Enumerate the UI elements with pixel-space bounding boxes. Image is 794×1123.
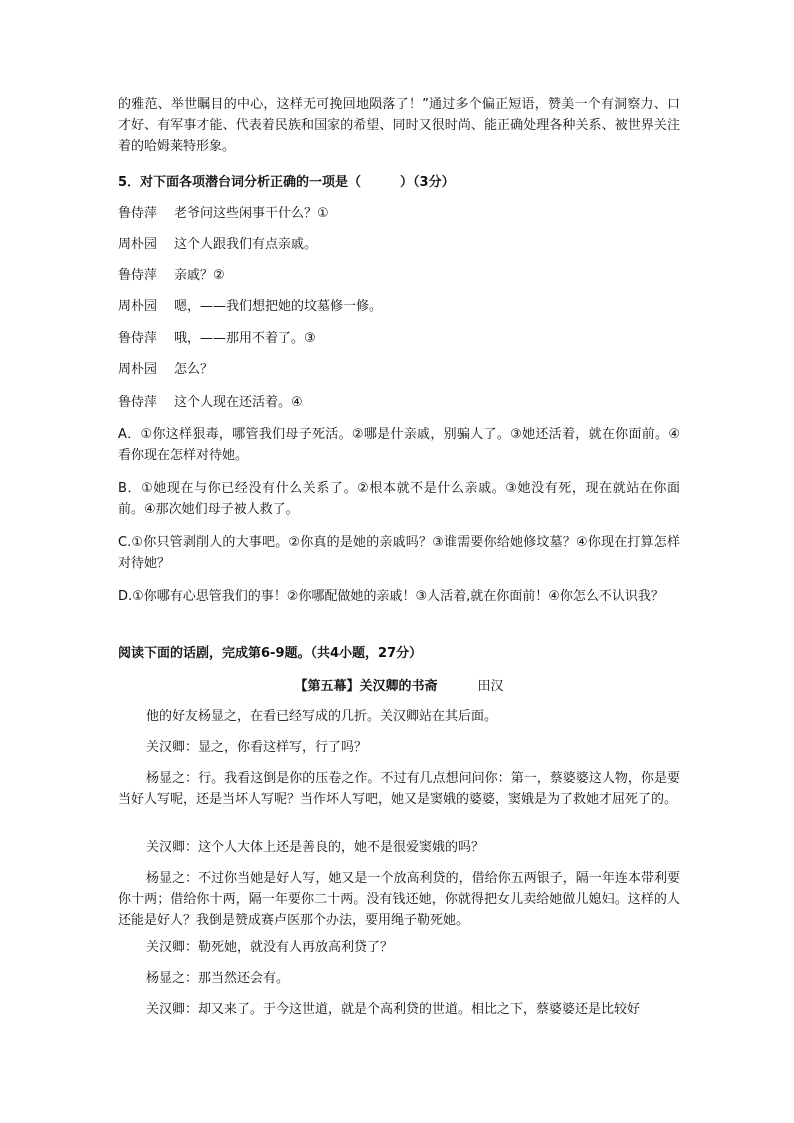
play-paragraph: 关汉卿：却又来了。于今这世道，就是个高利贷的世道。相比之下，蔡婆婆还是比较好 [146,1002,641,1017]
section-title: 阅读下面的话剧，完成第6-9题。（共4小题，27分） [118,646,423,661]
dialogue-line [118,203,680,224]
play-paragraph: 他的好友杨显之，在看已经写成的几折。关汉卿站在其后面。 [146,709,498,724]
play-paragraph: 关汉卿：这个人大体上还是善良的，她不是很爱窦娥的吗？ [146,840,485,855]
speech: 这个人现在还活着。④ [174,395,303,410]
speaker: 周朴园 [118,362,158,377]
question-5-title: 5．对下面各项潜台词分析正确的一项是（ ）（3分） [118,175,455,190]
option-d: D.①你哪有心思管我们的事！②你哪配做她的亲戚！③人活着,就在你面前！④你怎么不认识我？ [118,589,664,604]
play-paragraph: 关汉卿：显之，你看这样写，行了吗？ [146,740,368,755]
speaker: 周朴园 [118,237,158,252]
dialogue-line [118,392,680,413]
speech: 怎么？ [174,362,214,377]
dialogue-line [118,328,680,349]
option-b: B．①她现在与你已经没有什么关系了。②根本就不是什么亲戚。③她没有死，现在就站在你面前。④那次她们母子被人救了。 [118,481,680,517]
speaker: 周朴园 [118,299,158,314]
speech: 老爷问这些闲事干什么？① [174,206,329,221]
dialogue-line [118,296,680,317]
play-paragraph: 杨显之：不过你当她是好人写，她又是一个放高利贷的，借给你五两银子，隔一年连本带利要你十两；借给你十两，隔一年要你二十两。没有钱还她，你就得把女儿卖给她做儿媳妇。这样的人还能是好人？我倒是赞成赛卢医那个办法，要用绳子勒死她。 [118,871,680,928]
play-paragraph: 杨显之：行。我看这倒是你的压卷之作。不过有几点想问问你：第一，蔡婆婆这人物，你是要当好人写呢，还是当坏人写呢？当作坏人写吧，她又是窦娥的婆婆，窦娥是为了救她才屈死了的。 [118,771,680,807]
intro-paragraph: 的雅范、举世瞩目的中心，这样无可挽回地陨落了！”通过多个偏正短语，赞美一个有洞察力、口才好、有军事才能、代表着民族和国家的希望、同时又很时尚、能正确处理各种关系、被世界关注着的哈姆莱特形象。 [118,97,680,154]
play-author: 田汉 [477,679,504,694]
dialogue-line [118,265,680,286]
speech: 亲戚？② [174,268,225,283]
speaker: 鲁侍萍 [118,268,158,283]
speech: 嗯，——我们想把她的坟墓修一修。 [174,299,383,314]
option-c: C.①你只管剥削人的大事吧。②你真的是她的亲戚吗？③谁需要你给她修坟墓？④你现在打算怎样对待她？ [118,535,680,571]
dialogue-line [118,234,680,255]
speech: 这个人跟我们有点亲戚。 [174,237,318,252]
play-heading [118,676,680,697]
speaker: 鲁侍萍 [118,395,158,410]
dialogue-line [118,359,680,380]
play-title: 【第五幕】关汉卿的书斋 [294,679,438,694]
play-paragraph: 关汉卿：勒死她，就没有人再放高利贷了？ [146,940,394,955]
speaker: 鲁侍萍 [118,206,158,221]
play-paragraph: 杨显之：那当然还会有。 [146,971,290,986]
speech: 哦，——那用不着了。③ [174,331,316,346]
option-a: A．①你这样狠毒，哪管我们母子死活。②哪是什亲戚，别骗人了。③她还活着，就在你面前。④看你现在怎样对待她。 [118,427,680,463]
speaker: 鲁侍萍 [118,331,158,346]
